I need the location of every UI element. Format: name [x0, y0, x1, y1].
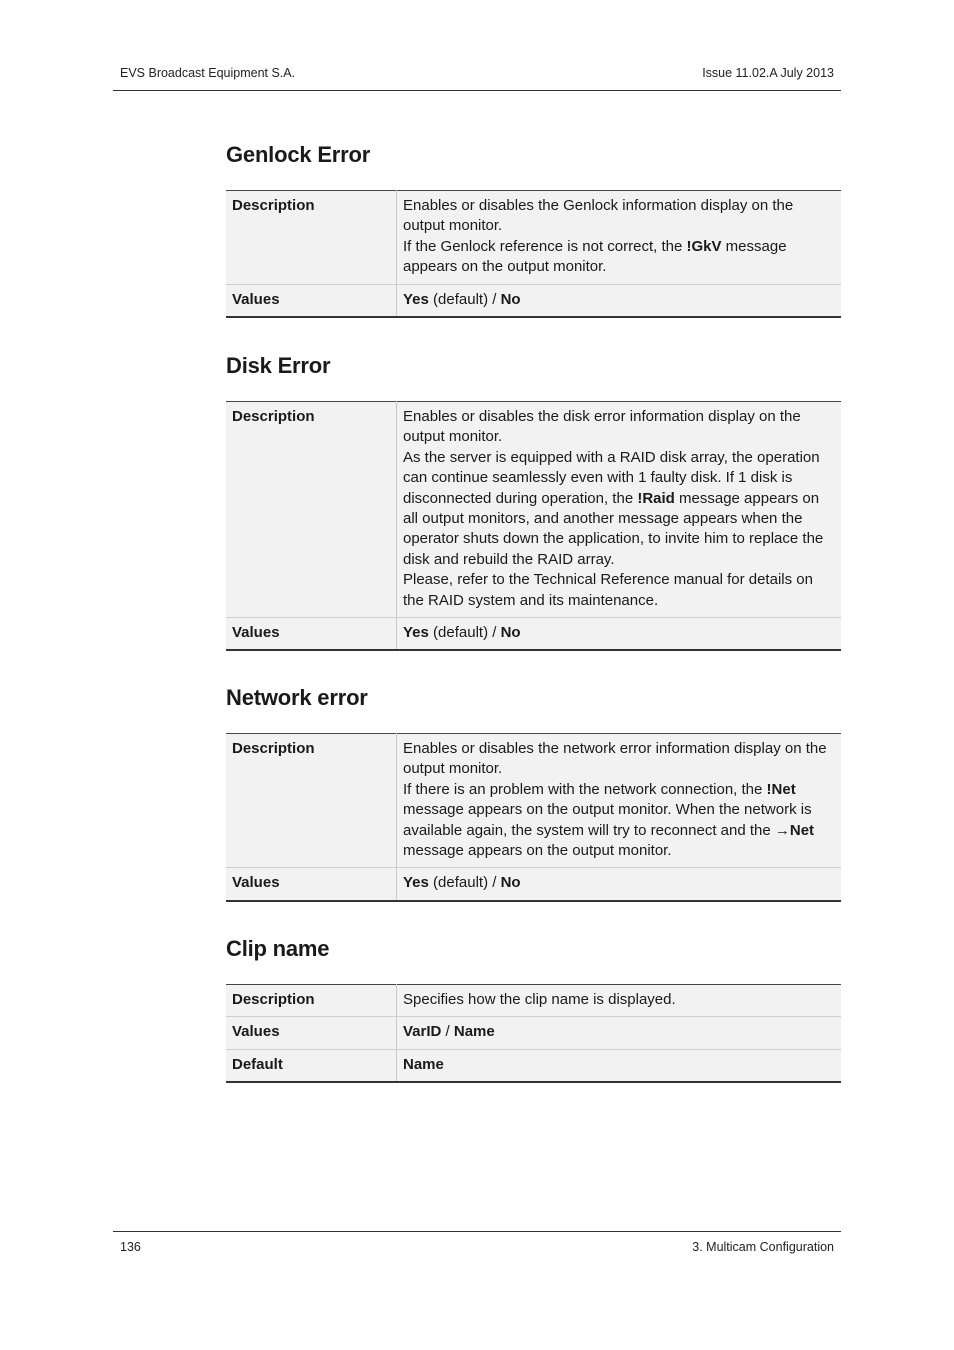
row-label: Values — [226, 1017, 397, 1049]
desc-text: Enables or disables the Genlock information display on the output monitor. — [403, 197, 794, 235]
row-label: Values — [226, 284, 397, 317]
row-label: Description — [226, 734, 397, 868]
parameter-table — [226, 401, 841, 651]
row-value: VarID / Name — [397, 1017, 842, 1049]
table-row — [226, 1049, 841, 1082]
section-clip-name — [226, 936, 841, 1083]
desc-text: Please, refer to the Technical Reference manual for details on the RAID system and its maintenance. — [403, 571, 813, 609]
table-row — [226, 618, 841, 651]
section-network-error — [226, 685, 841, 902]
section-title: Disk Error — [226, 353, 331, 378]
desc-text: Enables or disables the network error information display on the output monitor. — [403, 740, 827, 778]
row-value: Yes (default) / No — [397, 618, 842, 651]
row-label: Description — [226, 985, 397, 1017]
parameter-table — [226, 190, 841, 318]
chapter-title: 3. Multicam Configuration — [692, 1240, 834, 1254]
desc-text: As the server is equipped with a RAID disk array, the operation can continue seamlessly even with 1 faulty disk. If 1 disk is disconnected during operation, the !Raid message appears on all output monitors, and another message appears when the operator shuts down the application, to invite him to replace the disk and rebuild the RAID array. — [403, 448, 824, 568]
desc-text: Enables or disables the disk error information display on the output monitor. — [403, 408, 801, 446]
section-disk-error — [226, 353, 841, 651]
table-row — [226, 734, 841, 868]
issue-date: Issue 11.02.A July 2013 — [702, 66, 834, 80]
table-row — [226, 985, 841, 1017]
section-title: Genlock Error — [226, 142, 371, 167]
row-value: Yes (default) / No — [397, 868, 842, 901]
row-value — [397, 191, 842, 285]
row-label: Description — [226, 191, 397, 285]
parameter-table — [226, 733, 841, 902]
table-row — [226, 191, 841, 285]
table-row — [226, 402, 841, 618]
page-number: 136 — [120, 1240, 141, 1254]
page-footer — [113, 1231, 841, 1258]
row-value: Name — [397, 1049, 842, 1082]
row-label: Values — [226, 868, 397, 901]
section-title: Clip name — [226, 936, 330, 961]
row-label: Values — [226, 618, 397, 651]
row-value: Specifies how the clip name is displayed. — [403, 991, 676, 1008]
row-value — [397, 402, 842, 618]
table-row — [226, 284, 841, 317]
desc-text: If there is an problem with the network connection, the !Net message appears on the output monitor. When the network is available again, the system will try to reconnect and the →Net message appears on the output monitor. — [403, 780, 815, 860]
section-genlock-error — [226, 142, 841, 318]
section-title: Network error — [226, 685, 368, 710]
row-label: Default — [226, 1049, 397, 1082]
page-header — [113, 64, 841, 91]
row-value: Yes (default) / No — [397, 284, 842, 317]
table-row — [226, 1017, 841, 1049]
table-row — [226, 868, 841, 901]
row-value — [397, 734, 842, 868]
company-name: EVS Broadcast Equipment S.A. — [120, 66, 296, 80]
desc-text: If the Genlock reference is not correct, the !GkV message appears on the output monitor. — [403, 237, 787, 276]
parameter-table — [226, 984, 841, 1083]
row-label: Description — [226, 402, 397, 618]
